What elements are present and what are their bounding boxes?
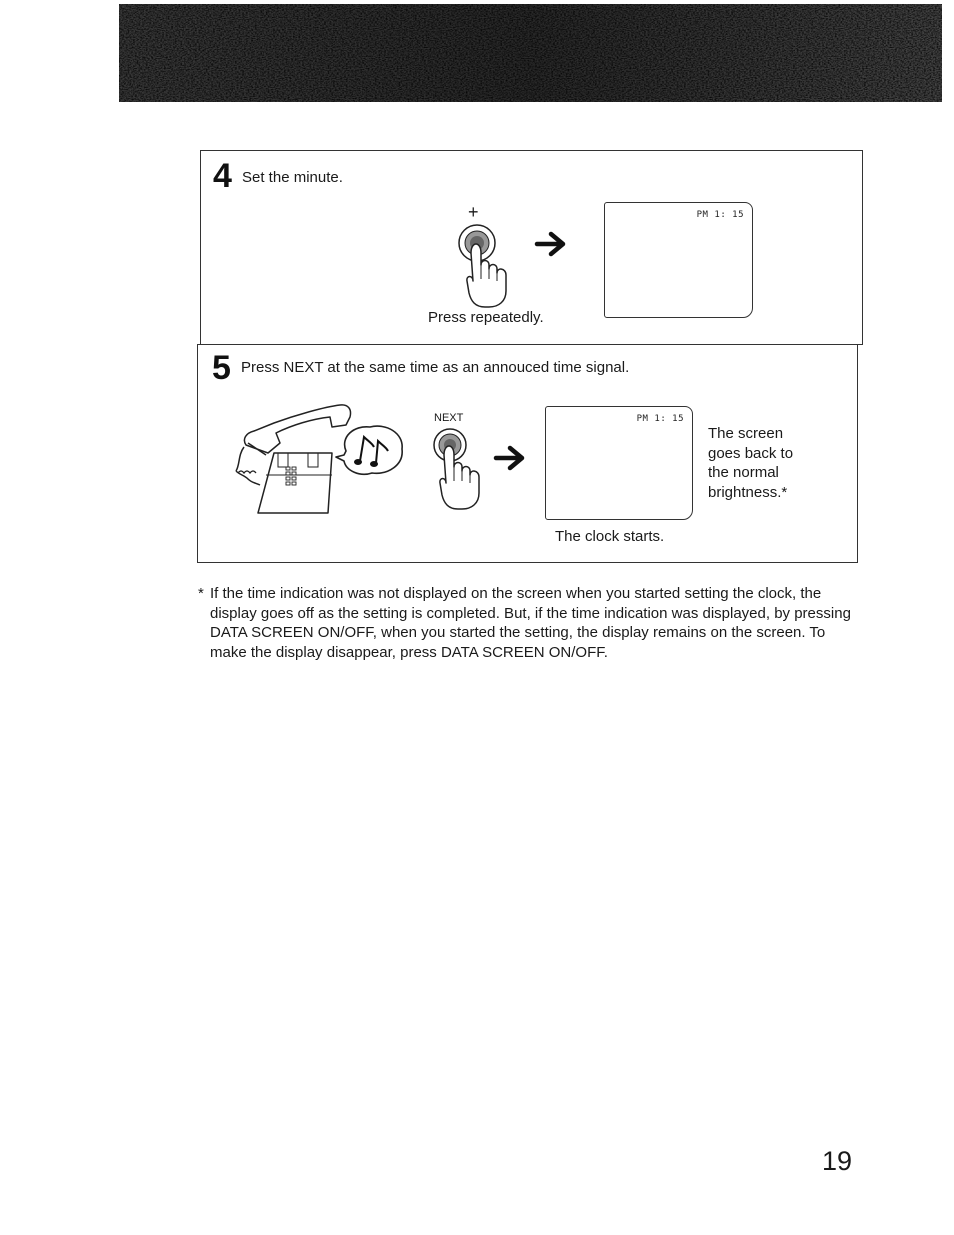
step-4-panel	[200, 150, 863, 345]
finger-pressing-button-icon	[451, 223, 531, 313]
display-screen-step5	[545, 406, 693, 520]
step-4-instruction: Set the minute.	[242, 169, 343, 186]
header-band	[119, 4, 942, 102]
arrow-right-icon	[535, 229, 569, 259]
footnote-marker: *	[198, 585, 204, 602]
arrow-right-icon	[494, 443, 528, 473]
press-repeatedly-caption: Press repeatedly.	[428, 309, 544, 326]
next-button-label: NEXT	[434, 412, 464, 424]
screen-time-readout: PM 1: 15	[636, 414, 684, 424]
brightness-note: The screen goes back to the normal brightness.*	[708, 425, 794, 501]
step-5-instruction: Press NEXT at the same time as an annouced time signal.	[241, 359, 630, 376]
footnote	[198, 584, 858, 662]
step-5-panel	[197, 344, 858, 563]
plus-button-label: +	[468, 202, 479, 222]
screen-time-readout: PM 1: 15	[696, 210, 744, 220]
header-texture	[119, 4, 942, 102]
step-5-number: 5	[212, 349, 231, 387]
step-4-number: 4	[213, 157, 232, 195]
clock-starts-caption: The clock starts.	[555, 528, 665, 545]
page-number: 19	[822, 1146, 853, 1176]
music-note-bubble-icon	[336, 421, 408, 481]
display-screen-step4	[604, 202, 753, 318]
footnote-text: If the time indication was not displayed on the screen when you started setting the clock, the display goes off as the setting is completed. But, if the time indication was displayed, by pressing DATA SCREEN ON/OFF, when you started the setting, the display remains on the screen. To make the display disappear, press DATA SCREEN ON/OFF.	[210, 585, 851, 661]
